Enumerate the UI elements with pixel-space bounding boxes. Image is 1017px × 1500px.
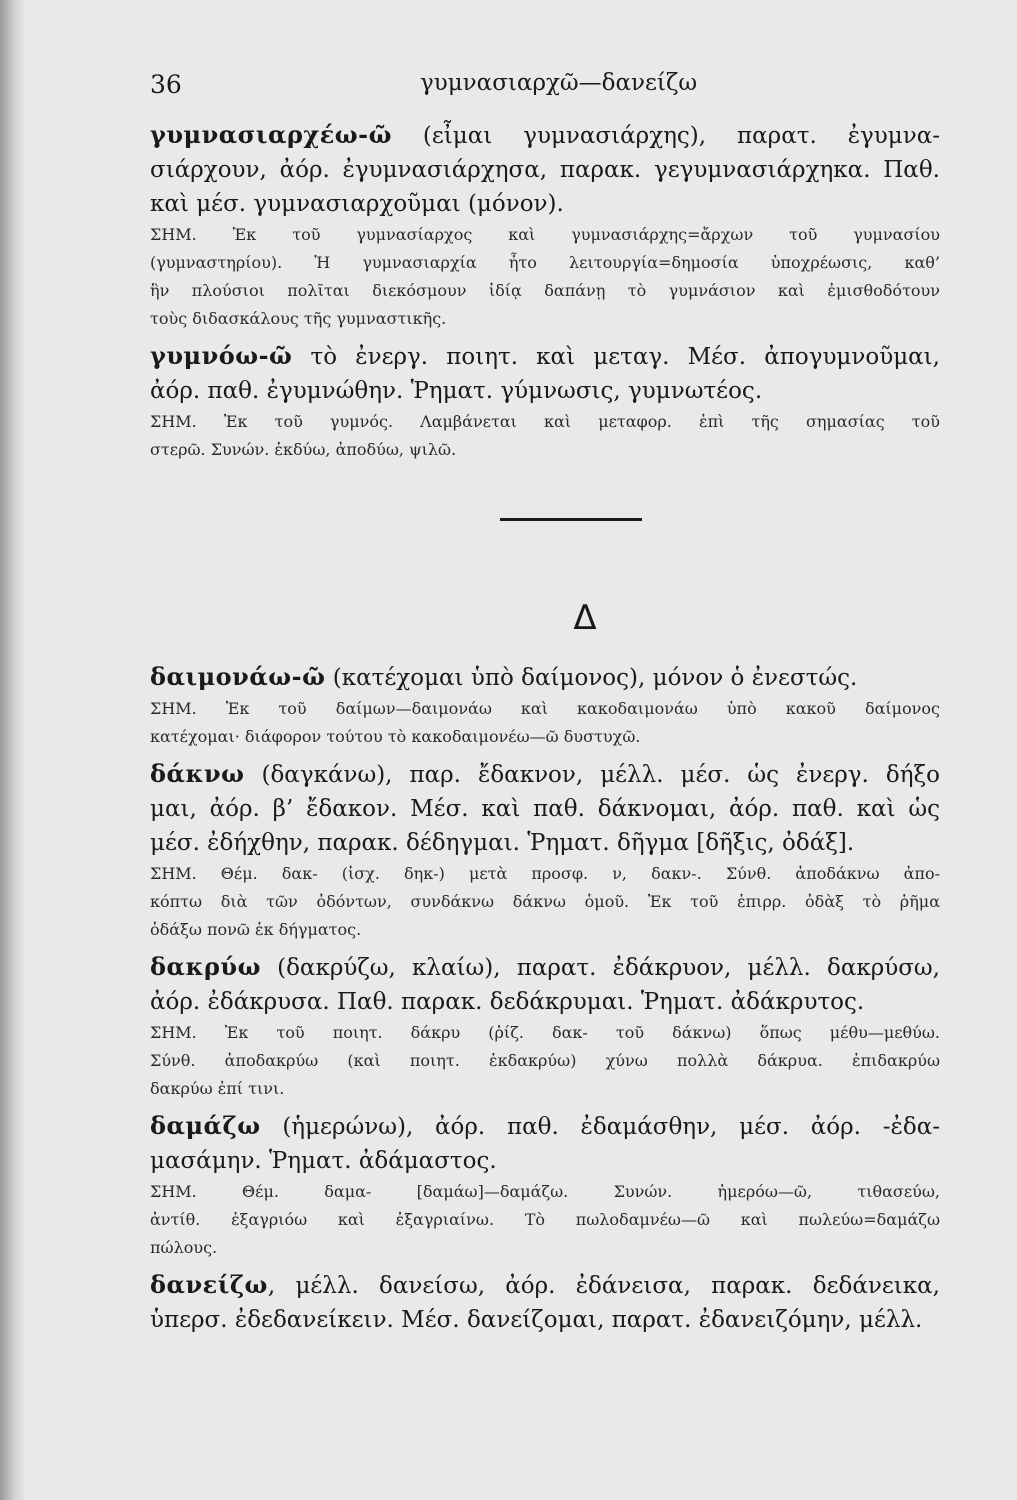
entry-line: [150, 826, 940, 860]
headword: δάκνω: [150, 759, 245, 788]
text-block: [150, 118, 940, 1343]
dictionary-entry: [150, 660, 940, 751]
headword: δανείζω: [150, 1270, 268, 1299]
page-edge-shadow: [0, 0, 26, 1500]
entries-after-section: [150, 660, 940, 1337]
entry-text: μέσ. ἐδήχθην, παρακ. δέδηγμαι. Ῥηματ. δῆγμα [δῆξις, ὀδάξ].: [150, 830, 855, 856]
running-head: [150, 70, 940, 104]
entry-note-line: ΣΗΜ. Θέμ. δαμα- [δαμάω]—δαμάζω. Συνών. ἡμερόω—ῶ, τιθασεύω,: [150, 1182, 940, 1201]
entry-line: [150, 153, 940, 187]
section-letter: Δ: [573, 598, 597, 638]
entry-text: ἀόρ. ἐδάκρυσα. Παθ. παρακ. δεδάκρυμαι. Ῥηματ. ἀδάκρυτος.: [150, 989, 865, 1015]
entry-text: (εἶμαι γυμνασιάρχης), παρατ. ἐγυμνα-: [391, 123, 940, 149]
entry-line: [150, 374, 940, 408]
entry-line: [150, 792, 940, 826]
entry-note-line: πώλους.: [150, 1238, 218, 1257]
entry-note-line: στερῶ. Συνών. ἐκδύω, ἀποδύω, ψιλῶ.: [150, 440, 457, 459]
entry-line: [150, 985, 940, 1019]
entry-note-line: Σύνθ. ἀποδακρύω (καὶ ποιητ. ἐκδακρύω) χύνω πολλὰ δάκρυα. ἐπιδακρύω: [150, 1051, 940, 1070]
dictionary-entry: [150, 757, 940, 944]
entry-text: (κατέχομαι ὑπὸ δαίμονος), μόνον ὁ ἐνεστώς.: [325, 665, 858, 691]
entry-line: [150, 1109, 940, 1144]
entry-line: [150, 187, 940, 221]
section-divider: [500, 518, 642, 521]
entry-note-line: ἣν πλούσιοι πολῖται διεκόσμουν ἰδίᾳ δαπάνῃ τὸ γυμνάσιον καὶ ἐμισθοδότουν: [150, 281, 940, 300]
entry-text: καὶ μέσ. γυμνασιαρχοῦμαι (μόνον).: [150, 191, 564, 217]
headword: δαιμονάω-ῶ: [150, 662, 326, 691]
entry-note-line: τοὺς διδασκάλους τῆς γυμναστικῆς.: [150, 309, 447, 328]
page-number: 36: [150, 70, 182, 99]
entry-note-line: (γυμναστηρίου). Ἡ γυμνασιαρχία ἦτο λειτουργία=δημοσία ὑποχρέωσις, καθ’: [150, 253, 940, 272]
entry-line: [150, 1268, 940, 1303]
entry-note-line: δακρύω ἐπί τινι.: [150, 1079, 285, 1098]
entry-line: [150, 118, 940, 153]
dictionary-entry: [150, 339, 940, 464]
entry-line: [150, 757, 940, 792]
section-letter-heading: [230, 590, 940, 660]
entries-before-section: [150, 118, 940, 464]
entry-line: [150, 660, 940, 695]
running-title: γυμνασιαρχῶ—δανείζω: [420, 70, 698, 96]
entry-text: (ἡμερώνω), ἀόρ. παθ. ἐδαμάσθην, μέσ. ἀόρ. -ἐδα-: [260, 1114, 940, 1140]
entry-note-line: ἀντίθ. ἐξαγριόω καὶ ἐξαγριαίνω. Τὸ πωλοδαμνέω—ῶ καὶ πωλεύω=δαμάζω: [150, 1210, 940, 1229]
entry-line: [150, 1144, 940, 1178]
entry-note-line: ΣΗΜ. Ἐκ τοῦ γυμνασίαρχος καὶ γυμνασιάρχης=ἄρχων τοῦ γυμνασίου: [150, 225, 940, 244]
entry-text: σιάρχουν, ἀόρ. ἐγυμνασιάρχησα, παρακ. γεγυμνασιάρχηκα. Παθ.: [150, 157, 940, 183]
entry-line: [150, 1303, 940, 1337]
entry-text: μαι, ἀόρ. β’ ἔδακον. Μέσ. καὶ παθ. δάκνομαι, ἀόρ. παθ. καὶ ὡς: [150, 796, 940, 822]
headword: γυμνασιαρχέω-ῶ: [150, 120, 392, 149]
entry-text: (δακρύζω, κλαίω), παρατ. ἐδάκρυον, μέλλ. δακρύσω,: [260, 955, 940, 981]
entry-note-line: ΣΗΜ. Ἐκ τοῦ ποιητ. δάκρυ (ῥίζ. δακ- τοῦ δάκνω) ὅπως μέθυ—μεθύω.: [150, 1023, 940, 1042]
entry-note-line: κατέχομαι· διάφορον τούτου τὸ κακοδαιμονέω—ῶ δυστυχῶ.: [150, 727, 641, 746]
entry-note-line: ΣΗΜ. Ἐκ τοῦ γυμνός. Λαμβάνεται καὶ μεταφορ. ἐπὶ τῆς σημασίας τοῦ: [150, 412, 940, 431]
dictionary-entry: [150, 1109, 940, 1262]
entry-text: (δαγκάνω), παρ. ἔδακνον, μέλλ. μέσ. ὡς ἐνεργ. δήξο: [244, 762, 940, 788]
headword: γυμνόω-ῶ: [150, 341, 293, 370]
entry-note-line: κόπτω διὰ τῶν ὀδόντων, συνδάκνω δάκνω ὁμοῦ. Ἐκ τοῦ ἐπιρρ. ὀδὰξ τὸ ῥῆμα: [150, 892, 940, 911]
entry-line: [150, 950, 940, 985]
entry-text: ὑπερσ. ἐδεδανείκειν. Μέσ. δανείζομαι, παρατ. ἐδανειζόμην, μέλλ.: [150, 1307, 923, 1333]
entry-text: τὸ ἐνεργ. ποιητ. καὶ μεταγ. Μέσ. ἀπογυμνοῦμαι,: [292, 344, 940, 370]
dictionary-entry: [150, 950, 940, 1103]
entry-text: μασάμην. Ῥηματ. ἀδάμαστος.: [150, 1148, 497, 1174]
headword: δαμάζω: [150, 1111, 261, 1140]
dictionary-entry: [150, 118, 940, 333]
entry-note-line: ΣΗΜ. Θέμ. δακ- (ἰσχ. δηκ-) μετὰ προσφ. ν, δακν-. Σύνθ. ἀποδάκνω ἀπο-: [150, 864, 940, 883]
entry-note-line: ὀδάξω πονῶ ἐκ δήγματος.: [150, 920, 362, 939]
entry-note-line: ΣΗΜ. Ἐκ τοῦ δαίμων—δαιμονάω καὶ κακοδαιμονάω ὑπὸ κακοῦ δαίμονος: [150, 699, 940, 718]
entry-line: [150, 339, 940, 374]
dictionary-entry: [150, 1268, 940, 1337]
entry-text: ἀόρ. παθ. ἐγυμνώθην. Ῥηματ. γύμνωσις, γυμνωτέος.: [150, 378, 763, 404]
headword: δακρύω: [150, 952, 261, 981]
section-divider-area: [150, 470, 940, 590]
entry-text: , μέλλ. δανείσω, ἀόρ. ἐδάνεισα, παρακ. δεδάνεικα,: [267, 1273, 940, 1299]
